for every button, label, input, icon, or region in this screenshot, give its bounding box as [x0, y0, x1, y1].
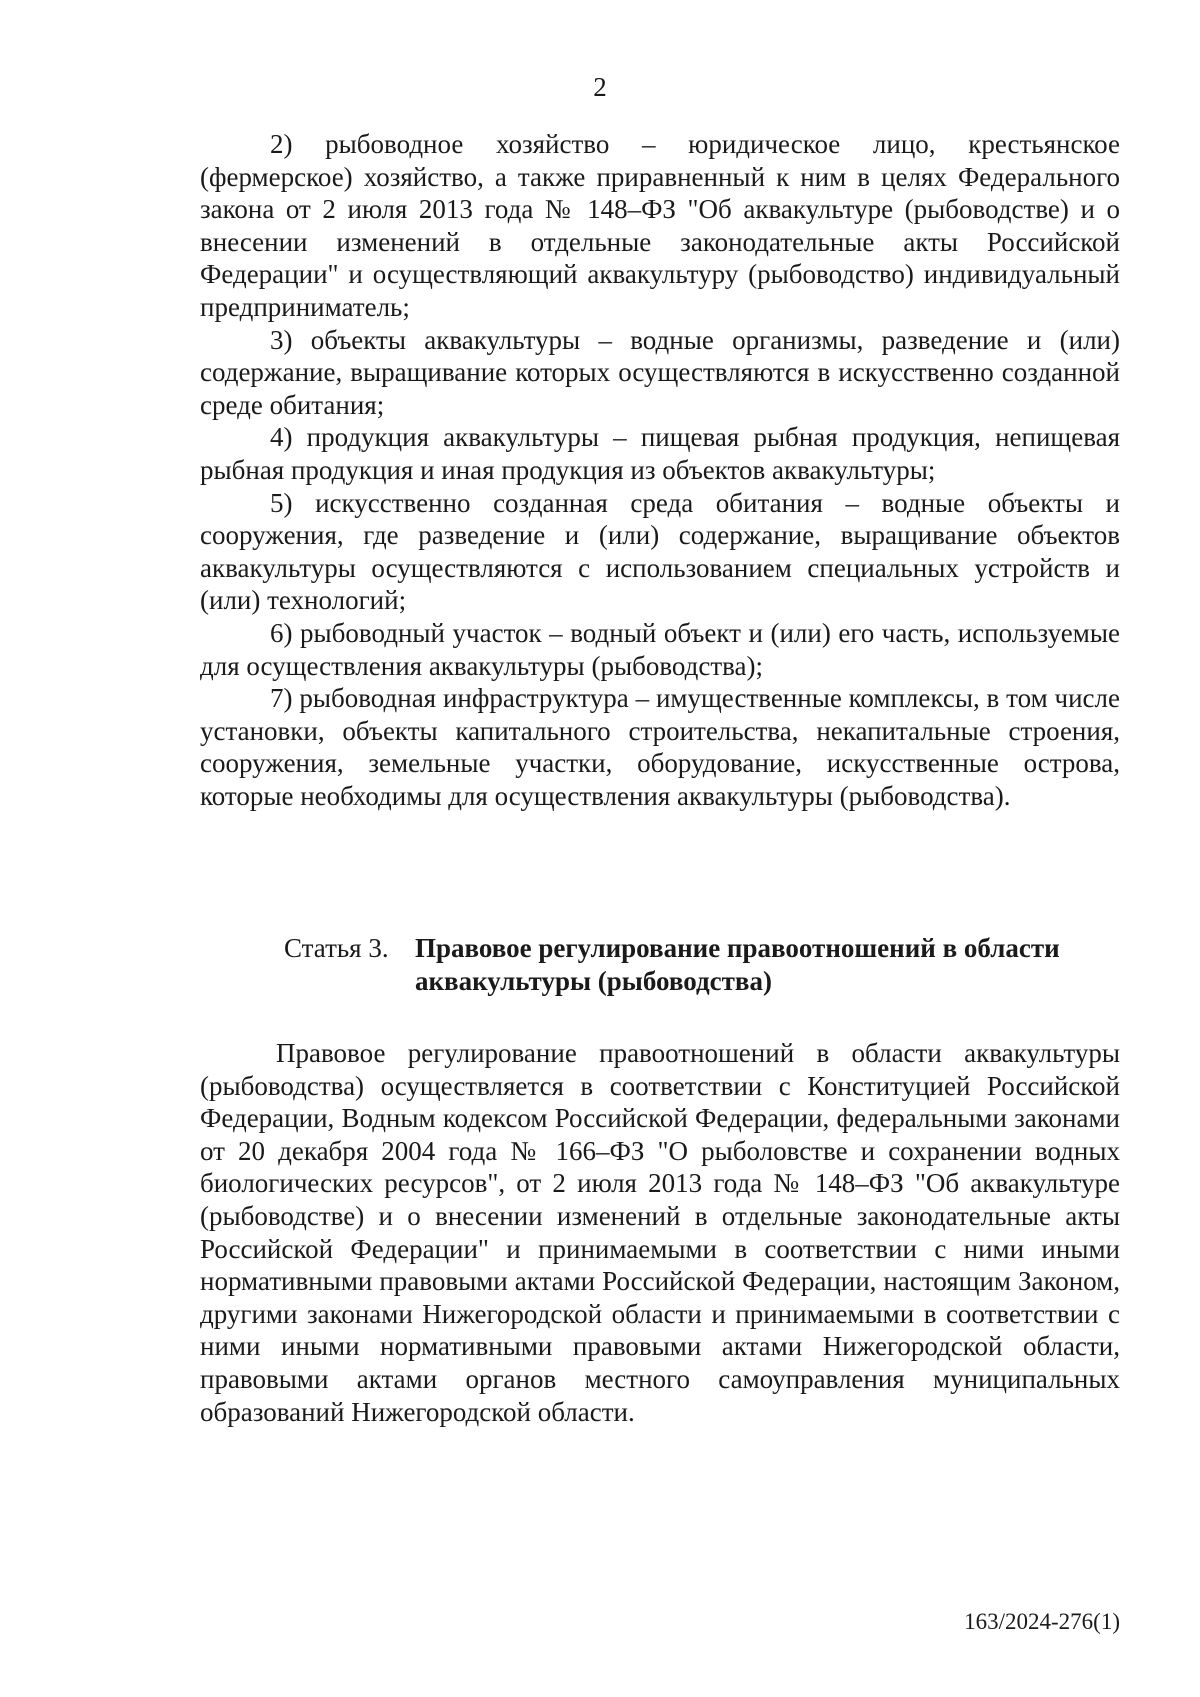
article-title: Правовое регулирование правоотношений в области аквакультуры (рыбоводства) — [415, 933, 1060, 996]
document-code: 163/2024-276(1) — [964, 1609, 1120, 1634]
article-label: Статья 3. — [284, 933, 389, 963]
article-body — [200, 1037, 1120, 1428]
definition-item: 3) объекты аквакультуры – водные организмы, разведение и (или) содержание, выращивание которых осуществляются в искусственно созданной среде обитания; — [200, 324, 1120, 420]
article-heading — [200, 932, 1120, 997]
definition-item: 4) продукция аквакультуры – пищевая рыбная продукция, непищевая рыбная продукция и иная продукция из объектов аквакультуры; — [200, 422, 1120, 485]
definition-item: 7) рыбоводная инфраструктура – имущественные комплексы, в том числе установки, объекты капитального строительства, некапитальные строения, сооружения, земельные участки, оборудование, искусственные острова, которые необходимы для осуществления аквакультуры (рыбоводства). — [200, 683, 1120, 811]
definition-item: 2) рыбоводное хозяйство – юридическое лицо, крестьянское (фермерское) хозяйство, а также приравненный к ним в целях Федерального закона от 2 июля 2013 года № 148–ФЗ "Об аквакультуре (рыбоводстве) и о внесении изменений в отдельные законодательные акты Российской Федерации" и осуществляющий аквакультуру (рыбоводство) индивидуальный предприниматель; — [200, 129, 1120, 322]
definition-item: 6) рыбоводный участок – водный объект и (или) его часть, используемые для осуществления аквакультуры (рыбоводства); — [200, 617, 1120, 681]
page-number: 2 — [593, 72, 607, 102]
definitions-list — [200, 128, 1120, 812]
article-paragraph: Правовое регулирование правоотношений в области аквакультуры (рыбоводства) осуществляется в соответствии с Конституцией Российской Федерации, Водным кодексом Российской Федерации, федеральными законами от 20 декабря 2004 года № 166–ФЗ "О рыболовстве и сохранении водных биологических ресурсов", от 2 июля 2013 года № 148–ФЗ "Об аквакультуре (рыбоводстве) и о внесении изменений в отдельные законодательные акты Российской Федерации" и принимаемыми в соответствии с ними иными нормативными правовыми актами Российской Федерации, настоящим Законом, другими законами Нижегородской области и принимаемыми в соответствии с ними иными нормативными правовыми актами Нижегородской области, правовыми актами органов местного самоуправления муниципальных образований Нижегородской области. — [200, 1038, 1120, 1427]
definition-item: 5) искусственно созданная среда обитания – водные объекты и сооружения, где разведение и (или) содержание, выращивание объектов аквакультуры осуществляются с использованием специальных устройств и (или) технологий; — [200, 487, 1120, 616]
